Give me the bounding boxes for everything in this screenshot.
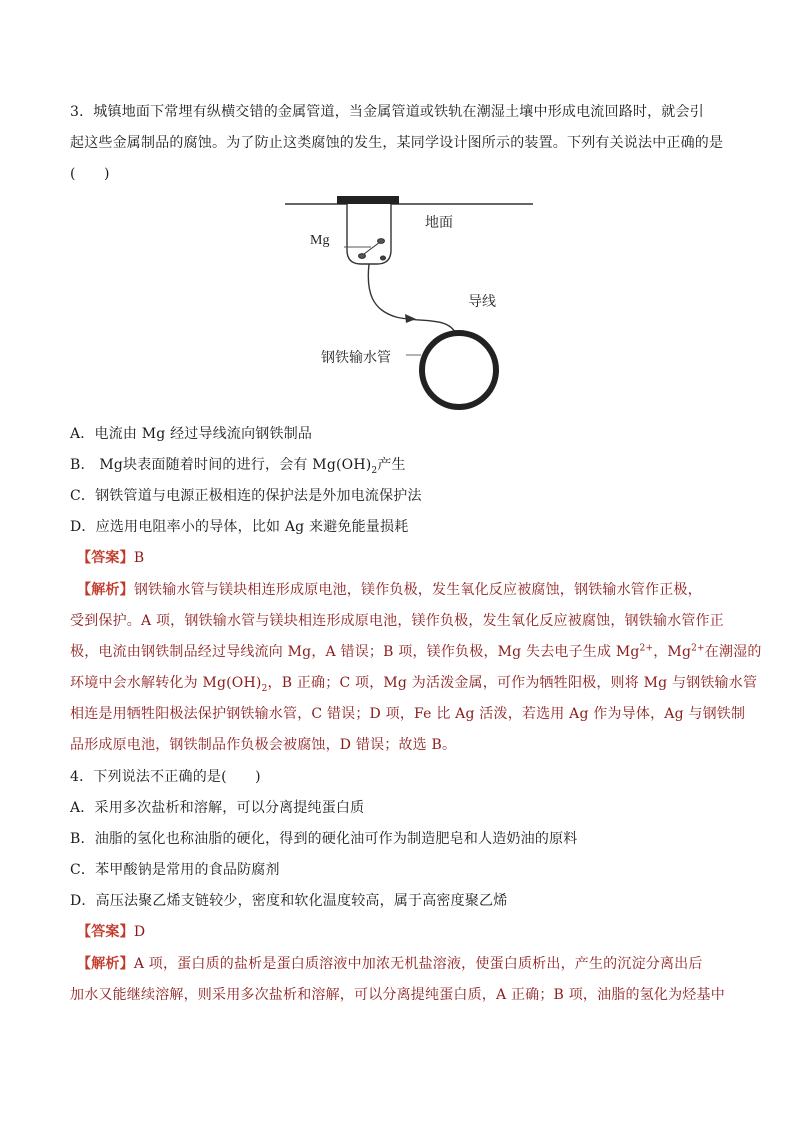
q3-option-c: C．钢铁管道与电源正极相连的保护法是外加电流保护法 — [70, 488, 422, 504]
q4-option-d: D．高压法聚乙烯支链较少，密度和软化温度较高，属于高密度聚乙烯 — [70, 893, 508, 909]
mg-container — [347, 204, 391, 264]
mg-box-cap — [337, 196, 399, 204]
q3-figure — [280, 192, 540, 414]
q4-stem: 4．下列说法不正确的是( ) — [70, 769, 261, 785]
cathodic-protection-diagram — [280, 192, 540, 414]
q3-analysis-line-3: 极，电流由钢铁制品经过导线流向 Mg，A 错误；B 项，镁作负极，Mg 失去电子生成 $Mg^{2+}$，$Mg^{2+}$在潮湿的 — [70, 643, 762, 660]
q3-analysis-line-5: 相连是用牺牲阳极法保护钢铁输水管，C 错误；D 项，Fe 比 Ag 活泼，若选用 Ag 作为导体，Ag 与钢铁制 — [70, 706, 746, 722]
q3-analysis-line-1: 【解析】钢铁输水管与镁块相连形成原电池，镁作负极，发生氧化反应被腐蚀，钢铁输水管作正极， — [77, 582, 702, 598]
q3-option-b: B． Mg块表面随着时间的进行，会有 $Mg(OH)_2$产生 — [70, 457, 406, 476]
wire-arrow — [405, 314, 416, 323]
q3-answer: 【答案】B — [77, 550, 145, 566]
q3-stem-line-3: ( ) — [70, 166, 110, 182]
q3-stem-line-1: 3．城镇地面下常埋有纵横交错的金属管道，当金属管道或铁轨在潮湿土壤中形成电流回路时，就会引 — [70, 104, 704, 120]
wire — [368, 264, 456, 334]
q3-analysis-line-4: 环境中会水解转化为 $Mg(OH)_2$，B 正确；C 项，Mg 为活泼金属，可作为牺牲阳极，则将 Mg 与钢铁输水管 — [70, 675, 758, 694]
q3-option-d: D．应选用电阻率小的导体，比如 Ag 来避免能量损耗 — [70, 519, 409, 535]
q3-analysis-line-2: 受到保护。A 项，钢铁输水管与镁块相连形成原电池，镁作负极，发生氧化反应被腐蚀，钢铁输水管作正 — [70, 613, 724, 629]
label-wire: 导线 — [468, 294, 496, 310]
label-pipe: 钢铁输水管 — [321, 350, 391, 366]
q3-stem-line-2: 起这些金属制品的腐蚀。为了防止这类腐蚀的发生，某同学设计图所示的装置。下列有关说法中正确的是 — [70, 135, 724, 151]
q3-option-a: A．电流由 Mg 经过导线流向钢铁制品 — [70, 426, 313, 442]
label-ground: 地面 — [425, 215, 453, 231]
q4-option-b: B．油脂的氢化也称油脂的硬化，得到的硬化油可作为制造肥皂和人造奶油的原料 — [70, 831, 578, 847]
q4-option-a: A．采用多次盐析和溶解，可以分离提纯蛋白质 — [70, 800, 365, 816]
steel-pipe — [422, 333, 496, 407]
q4-analysis-line-1: 【解析】A 项，蛋白质的盐析是蛋白质溶液中加浓无机盐溶液，使蛋白质析出，产生的沉淀分离出后 — [77, 956, 703, 972]
q4-analysis-line-2: 加水又能继续溶解，则采用多次盐析和溶解，可以分离提纯蛋白质，A 正确；B 项，油脂的氢化为烃基中 — [70, 987, 725, 1003]
q3-analysis-line-6: 品形成原电池，钢铁制品作负极会被腐蚀，D 错误；故选 B。 — [70, 737, 457, 753]
q4-option-c: C．苯甲酸钠是常用的食品防腐剂 — [70, 862, 280, 878]
q4-answer: 【答案】D — [77, 924, 146, 940]
label-mg: Mg — [310, 233, 330, 248]
